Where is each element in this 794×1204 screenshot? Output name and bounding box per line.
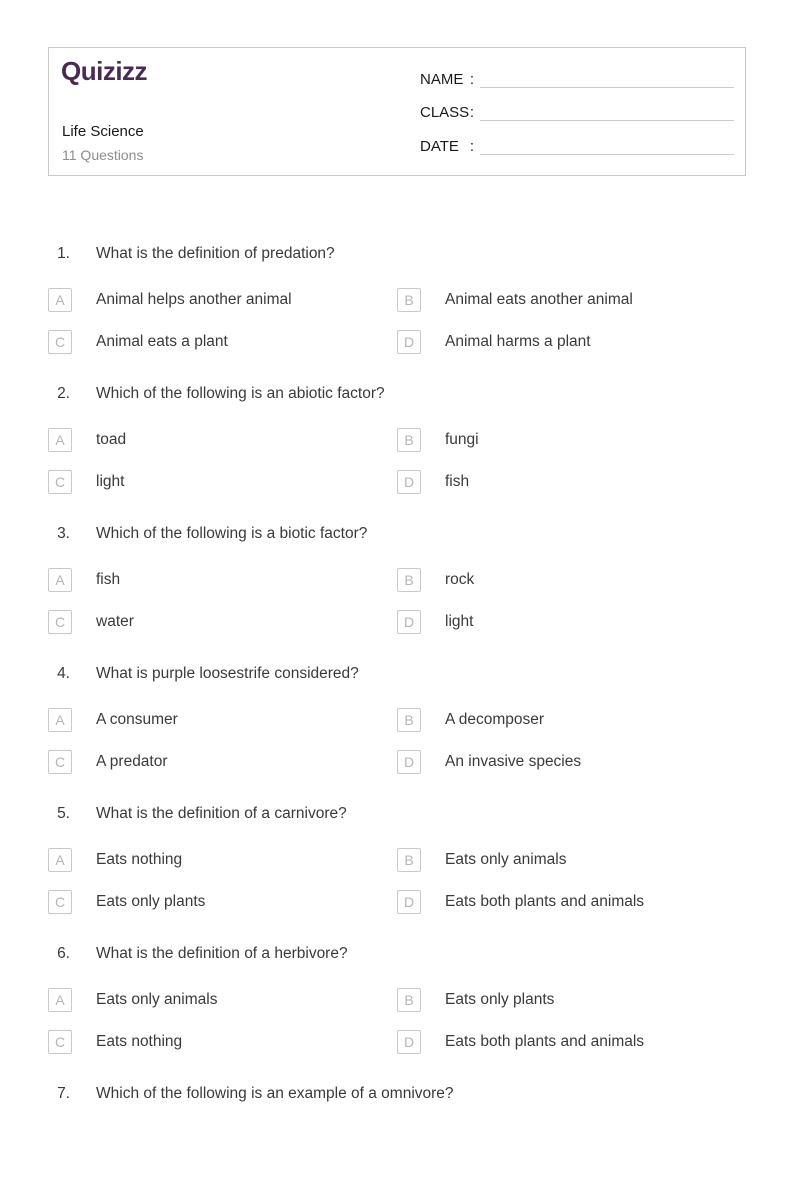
question-block-4 xyxy=(0,664,794,784)
option-letter-box-c[interactable]: C xyxy=(48,610,72,634)
option-letter-box-a[interactable]: A xyxy=(48,568,72,592)
option-row xyxy=(0,890,794,914)
option-text-d: Animal harms a plant xyxy=(445,333,591,350)
option-letter-box-b[interactable]: B xyxy=(397,568,421,592)
date-label-text: DATE xyxy=(420,138,459,155)
option-text-d: Eats both plants and animals xyxy=(445,1033,645,1050)
option-text-b: fungi xyxy=(445,431,479,448)
option-letter-box-c[interactable]: C xyxy=(48,330,72,354)
option-letter-box-d[interactable]: D xyxy=(397,890,421,914)
date-field-row xyxy=(420,135,734,157)
option-row xyxy=(0,988,794,1012)
question-block-5 xyxy=(0,804,794,924)
option-text-c: Eats nothing xyxy=(96,1033,183,1050)
option-letter-box-a[interactable]: A xyxy=(48,848,72,872)
option-letter-box-a[interactable]: A xyxy=(48,428,72,452)
question-count: 11 Questions xyxy=(62,147,144,163)
option-letter-box-a[interactable]: A xyxy=(48,708,72,732)
option-letter-box-d[interactable]: D xyxy=(397,330,421,354)
class-label xyxy=(420,103,474,123)
date-field-line[interactable] xyxy=(480,139,734,155)
option-text-b: Eats only animals xyxy=(445,851,567,868)
option-text-b: A decomposer xyxy=(445,711,545,728)
option-text-a: A consumer xyxy=(96,711,178,728)
option-text-a: fish xyxy=(96,571,121,588)
name-field-row xyxy=(420,68,734,90)
option-text-c: water xyxy=(96,613,134,630)
quizizz-logo: Quizizz xyxy=(61,56,148,86)
question-number: 3. xyxy=(57,525,70,542)
question-block-2 xyxy=(0,384,794,504)
option-row xyxy=(0,568,794,592)
question-block-7 xyxy=(0,1084,794,1204)
question-block-1 xyxy=(0,244,794,364)
option-row xyxy=(0,848,794,872)
option-text-d: An invasive species xyxy=(445,753,582,770)
class-field-line[interactable] xyxy=(480,105,734,121)
quiz-title: Life Science xyxy=(62,123,144,140)
question-number: 7. xyxy=(57,1085,70,1102)
worksheet-header xyxy=(48,47,746,176)
option-text-b: Eats only plants xyxy=(445,991,555,1008)
question-line xyxy=(0,804,794,824)
question-line xyxy=(0,244,794,264)
option-letter-box-c[interactable]: C xyxy=(48,470,72,494)
option-letter-box-b[interactable]: B xyxy=(397,708,421,732)
option-letter-box-c[interactable]: C xyxy=(48,890,72,914)
option-text-a: toad xyxy=(96,431,127,448)
question-text: Which of the following is a biotic factor? xyxy=(96,525,368,542)
option-letter-box-b[interactable]: B xyxy=(397,428,421,452)
question-block-3 xyxy=(0,524,794,644)
option-letter-box-c[interactable]: C xyxy=(48,1030,72,1054)
option-text-b: Animal eats another animal xyxy=(445,291,633,308)
question-number: 2. xyxy=(57,385,70,402)
option-row xyxy=(0,708,794,732)
question-line xyxy=(0,1084,794,1104)
date-label xyxy=(420,137,474,157)
question-text: Which of the following is an example of a omnivore? xyxy=(96,1085,454,1102)
option-letter-box-b[interactable]: B xyxy=(397,988,421,1012)
option-letter-box-d[interactable]: D xyxy=(397,1030,421,1054)
option-text-c: A predator xyxy=(96,753,168,770)
option-letter-box-d[interactable]: D xyxy=(397,610,421,634)
option-text-c: light xyxy=(96,473,125,490)
date-label-colon: : xyxy=(469,138,474,155)
option-letter-box-c[interactable]: C xyxy=(48,750,72,774)
question-text: What is purple loosestrife considered? xyxy=(96,665,359,682)
question-number: 1. xyxy=(57,245,70,262)
question-text: Which of the following is an abiotic factor? xyxy=(96,385,385,402)
name-label-text: NAME xyxy=(420,71,464,88)
class-label-text: CLASS xyxy=(420,104,470,121)
option-letter-box-a[interactable]: A xyxy=(48,988,72,1012)
question-line xyxy=(0,384,794,404)
question-text: What is the definition of predation? xyxy=(96,245,335,262)
option-row xyxy=(0,610,794,634)
question-line xyxy=(0,944,794,964)
option-row xyxy=(0,428,794,452)
option-letter-box-a[interactable]: A xyxy=(48,288,72,312)
question-number: 5. xyxy=(57,805,70,822)
name-label-colon: : xyxy=(469,71,474,88)
question-block-6 xyxy=(0,944,794,1064)
option-text-d: Eats both plants and animals xyxy=(445,893,645,910)
class-field-row xyxy=(420,101,734,123)
option-text-d: fish xyxy=(445,473,470,490)
class-label-colon: : xyxy=(469,104,474,121)
question-line xyxy=(0,664,794,684)
option-row xyxy=(0,330,794,354)
option-letter-box-b[interactable]: B xyxy=(397,288,421,312)
option-text-b: rock xyxy=(445,571,475,588)
name-field-line[interactable] xyxy=(480,72,734,88)
question-text: What is the definition of a herbivore? xyxy=(96,945,348,962)
option-row xyxy=(0,750,794,774)
option-text-d: light xyxy=(445,613,474,630)
option-text-a: Eats only animals xyxy=(96,991,218,1008)
question-line xyxy=(0,524,794,544)
option-text-a: Animal helps another animal xyxy=(96,291,292,308)
option-row xyxy=(0,288,794,312)
question-number: 4. xyxy=(57,665,70,682)
option-row xyxy=(0,470,794,494)
option-letter-box-b[interactable]: B xyxy=(397,848,421,872)
name-label xyxy=(420,70,474,90)
option-letter-box-d[interactable]: D xyxy=(397,750,421,774)
question-text: What is the definition of a carnivore? xyxy=(96,805,347,822)
option-text-c: Eats only plants xyxy=(96,893,206,910)
option-text-c: Animal eats a plant xyxy=(96,333,228,350)
question-number: 6. xyxy=(57,945,70,962)
option-row xyxy=(0,1030,794,1054)
option-text-a: Eats nothing xyxy=(96,851,183,868)
option-letter-box-d[interactable]: D xyxy=(397,470,421,494)
